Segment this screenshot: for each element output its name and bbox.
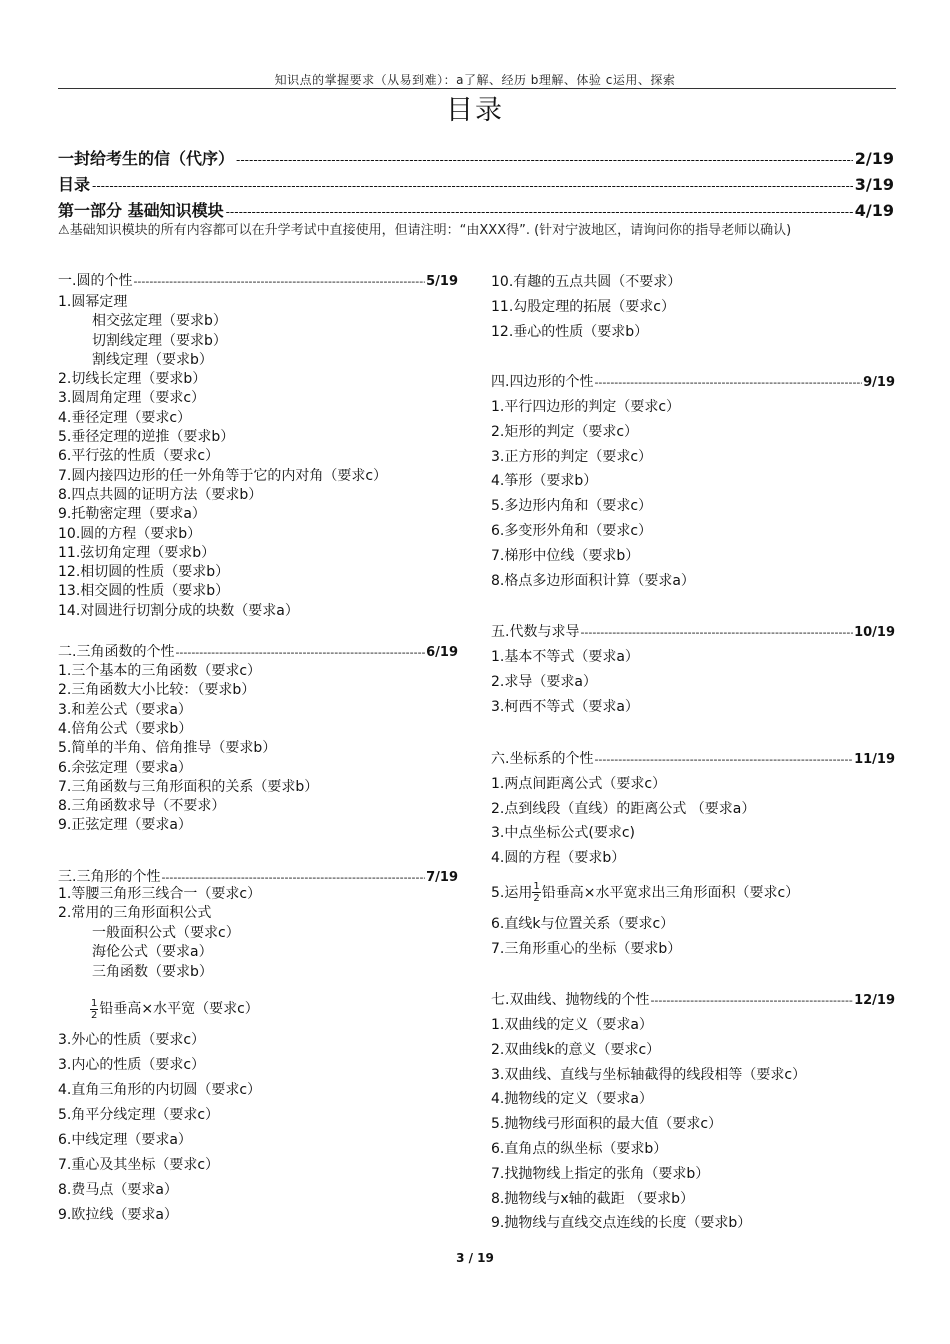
- fraction-prefix: 5.运用: [491, 884, 533, 901]
- list-item: 3.外心的性质（要求c）: [58, 1032, 206, 1049]
- list-item: 6.直角点的纵坐标（要求b）: [491, 1140, 668, 1157]
- page-number: 3 / 19: [456, 1251, 494, 1265]
- leader-dots: [92, 179, 853, 193]
- list-item: 7.重心及其坐标（要求c）: [58, 1157, 220, 1174]
- leader-dots: [236, 153, 853, 167]
- toc-entry-label: 第一部分 基础知识模块: [58, 201, 224, 220]
- list-item: 6.直线k与位置关系（要求c）: [491, 915, 675, 932]
- list-item-fraction: [491, 877, 895, 910]
- section-items: [491, 912, 895, 962]
- list-item: 14.对圆进行切割分成的块数（要求a）: [58, 602, 299, 619]
- list-item: 8.费马点（要求a）: [58, 1182, 178, 1199]
- list-item: 13.相交圆的性质（要求b）: [58, 583, 230, 600]
- leader-dots: [161, 871, 425, 884]
- section-heading[interactable]: [58, 270, 458, 293]
- list-item: 6.平行弦的性质（要求c）: [58, 448, 220, 465]
- list-item: 4.直角三角形的内切圆（要求c）: [58, 1082, 262, 1099]
- leader-dots: [650, 988, 853, 1013]
- list-item: 12.垂心的性质（要求b）: [491, 324, 649, 340]
- list-item: 12.相切圆的性质（要求b）: [58, 564, 230, 581]
- page-title: [0, 88, 950, 127]
- toc-entry-page: 3/19: [854, 175, 894, 194]
- list-item: 6.余弦定理（要求a）: [58, 759, 192, 776]
- leader-dots: [226, 205, 853, 219]
- fraction-numerator: 1: [533, 881, 540, 893]
- list-item: 9.正弦定理（要求a）: [58, 817, 192, 834]
- list-item: 割线定理（要求b）: [92, 351, 213, 368]
- fraction-numerator: 1: [91, 997, 98, 1009]
- list-item: 1.圆幂定理: [58, 294, 128, 310]
- list-item: 5.垂径定理的逆推（要求b）: [58, 429, 235, 446]
- section-page: 6/19: [426, 645, 458, 661]
- fraction: [90, 998, 98, 1021]
- list-item: 11.弦切角定理（要求b）: [58, 544, 216, 561]
- section-page: 11/19: [854, 751, 895, 767]
- list-item: 4.筝形（要求b）: [491, 473, 598, 490]
- toc-entry-label: 目录: [58, 175, 91, 194]
- list-item: 9.抛物线与直线交点连线的长度（要求b）: [491, 1215, 752, 1232]
- section-heading[interactable]: [491, 747, 895, 772]
- leader-dots: [133, 275, 425, 288]
- list-item: 7.三角函数与三角形面积的关系（要求b）: [58, 778, 319, 795]
- toc-entry-label: 一封给考生的信（代序）: [58, 149, 235, 168]
- list-item: 1.两点间距离公式（要求c）: [491, 775, 667, 792]
- list-item: 3.正方形的判定（要求c）: [491, 448, 653, 465]
- list-item: 相交弦定理（要求b）: [92, 313, 227, 330]
- section-heading[interactable]: [491, 370, 895, 395]
- list-item: 1.平行四边形的判定（要求c）: [491, 399, 681, 415]
- list-item: 10.圆的方程（要求b）: [58, 525, 202, 542]
- section-items: [58, 1028, 458, 1228]
- list-item: 2.切线长定理（要求b）: [58, 371, 207, 388]
- leader-dots: [580, 620, 853, 645]
- notice-text: 基础知识模块的所有内容都可以在升学考试中直接使用，但请注明：“由XXX得”. (针对宁波地区，请询问你的指导老师以确认): [69, 223, 792, 238]
- section-items: [491, 395, 895, 593]
- list-item: 3.内心的性质（要求c）: [58, 1057, 206, 1074]
- list-item: 1.三个基本的三角函数（要求c）: [58, 663, 262, 680]
- section-page: 12/19: [854, 992, 895, 1008]
- section-title: 七.双曲线、抛物线的个性: [491, 991, 650, 1008]
- list-item: 6.多变形外角和（要求c）: [491, 522, 653, 539]
- list-item: 3.圆周角定理（要求c）: [58, 390, 206, 407]
- list-item: 9.欧拉线（要求a）: [58, 1207, 178, 1224]
- list-item: 7.三角形重心的坐标（要求b）: [491, 940, 682, 957]
- list-item: 4.垂径定理（要求c）: [58, 409, 192, 426]
- section-items: [58, 885, 458, 983]
- list-item: 海伦公式（要求a）: [92, 944, 213, 961]
- list-item: 10.有趣的五点共圆（不要求）: [491, 274, 682, 290]
- section-title: 二.三角函数的个性: [58, 644, 175, 661]
- list-item: 4.抛物线的定义（要求a）: [491, 1091, 653, 1108]
- fraction-item-text: 铅垂高×水平宽求出三角形面积（要求c）: [541, 884, 800, 901]
- list-item: 2.常用的三角形面积公式: [58, 905, 212, 922]
- list-item: 8.格点多边形面积计算（要求a）: [491, 572, 695, 589]
- list-item-fraction: [58, 994, 458, 1024]
- list-item: 8.抛物线与x轴的截距 （要求b）: [491, 1190, 694, 1207]
- list-item: 1.等腰三角形三线合一（要求c）: [58, 885, 262, 902]
- toc-main-list: [58, 146, 894, 224]
- list-item: 7.梯形中位线（要求b）: [491, 547, 640, 564]
- leader-dots: [175, 646, 425, 659]
- leader-dots: [594, 370, 862, 395]
- section-items: [58, 293, 458, 621]
- toc-entry-letter[interactable]: [58, 146, 894, 172]
- notice: [58, 218, 896, 243]
- list-item: 2.三角函数大小比较：（要求b）: [58, 682, 256, 699]
- list-item: 1.双曲线的定义（要求a）: [491, 1016, 653, 1033]
- list-item: 切割线定理（要求b）: [92, 332, 227, 349]
- section-heading[interactable]: [491, 988, 895, 1013]
- toc-entry-page: 2/19: [854, 149, 894, 168]
- list-item: 一般面积公式（要求c）: [92, 924, 240, 941]
- toc-entry-page: 4/19: [854, 201, 894, 220]
- section-items: [491, 1013, 895, 1236]
- list-item: 8.四点共圆的证明方法（要求b）: [58, 486, 263, 503]
- section-items: [491, 645, 895, 719]
- list-item: 6.中线定理（要求a）: [58, 1132, 192, 1149]
- section-page: 7/19: [426, 869, 458, 885]
- list-item: 3.双曲线、直线与坐标轴截得的线段相等（要求c）: [491, 1066, 807, 1083]
- list-item: 7.找抛物线上指定的张角（要求b）: [491, 1165, 710, 1182]
- list-item: 3.柯西不等式（要求a）: [491, 698, 639, 715]
- section-title: 六.坐标系的个性: [491, 750, 594, 767]
- section-page: 10/19: [854, 625, 895, 641]
- section-title: 一.圆的个性: [58, 273, 133, 289]
- list-item: 4.圆的方程（要求b）: [491, 850, 626, 867]
- list-item: 4.倍角公式（要求b）: [58, 720, 193, 737]
- section-page: 9/19: [863, 375, 895, 390]
- right-column: [491, 270, 895, 1236]
- list-item: 5.简单的半角、倍角推导（要求b）: [58, 740, 277, 757]
- fraction-denominator: 2: [91, 1009, 98, 1021]
- list-item: 8.三角函数求导（不要求）: [58, 798, 226, 815]
- section-heading[interactable]: [58, 866, 458, 885]
- list-item: 3.和差公式（要求a）: [58, 701, 192, 718]
- list-item: 5.角平分线定理（要求c）: [58, 1107, 220, 1124]
- section-items: [491, 270, 895, 345]
- leader-dots: [594, 747, 853, 772]
- section-title: 四.四边形的个性: [491, 374, 594, 390]
- list-item: 9.托勒密定理（要求a）: [58, 506, 206, 523]
- left-column: [58, 270, 458, 1228]
- section-heading[interactable]: [58, 641, 458, 662]
- toc-entry-contents[interactable]: [58, 172, 894, 198]
- list-item: 3.中点坐标公式(要求c): [491, 825, 635, 842]
- list-item: 7.圆内接四边形的任一外角等于它的内对角（要求c）: [58, 467, 388, 484]
- section-title: 三.三角形的个性: [58, 868, 161, 885]
- section-items: [58, 662, 458, 836]
- page-title-text: 目录: [446, 95, 504, 126]
- list-item: 2.求导（要求a）: [491, 674, 597, 691]
- list-item: 2.双曲线k的意义（要求c）: [491, 1041, 661, 1058]
- list-item: 5.多边形内角和（要求c）: [491, 498, 653, 515]
- warning-icon: ⚠: [58, 223, 70, 238]
- list-item: 1.基本不等式（要求a）: [491, 649, 639, 666]
- fraction-denominator: 2: [533, 893, 540, 905]
- fraction-item-text: 铅垂高×水平宽（要求c）: [99, 1001, 259, 1018]
- list-item: 2.矩形的判定（要求c）: [491, 423, 639, 440]
- section-items: [491, 772, 895, 871]
- fraction: [532, 881, 540, 904]
- list-item: 2.点到线段（直线）的距离公式 （要求a）: [491, 800, 756, 817]
- section-heading[interactable]: [491, 620, 895, 645]
- section-page: 5/19: [426, 274, 458, 289]
- list-item: 5.抛物线弓形面积的最大值（要求c）: [491, 1116, 723, 1133]
- list-item: 11.勾股定理的拓展（要求c）: [491, 299, 675, 315]
- section-title: 五.代数与求导: [491, 624, 580, 641]
- header-note: 知识点的掌握要求（从易到难）：a了解、经历 b理解、体验 c运用、探索: [274, 73, 676, 87]
- list-item: 三角函数（要求b）: [92, 963, 213, 980]
